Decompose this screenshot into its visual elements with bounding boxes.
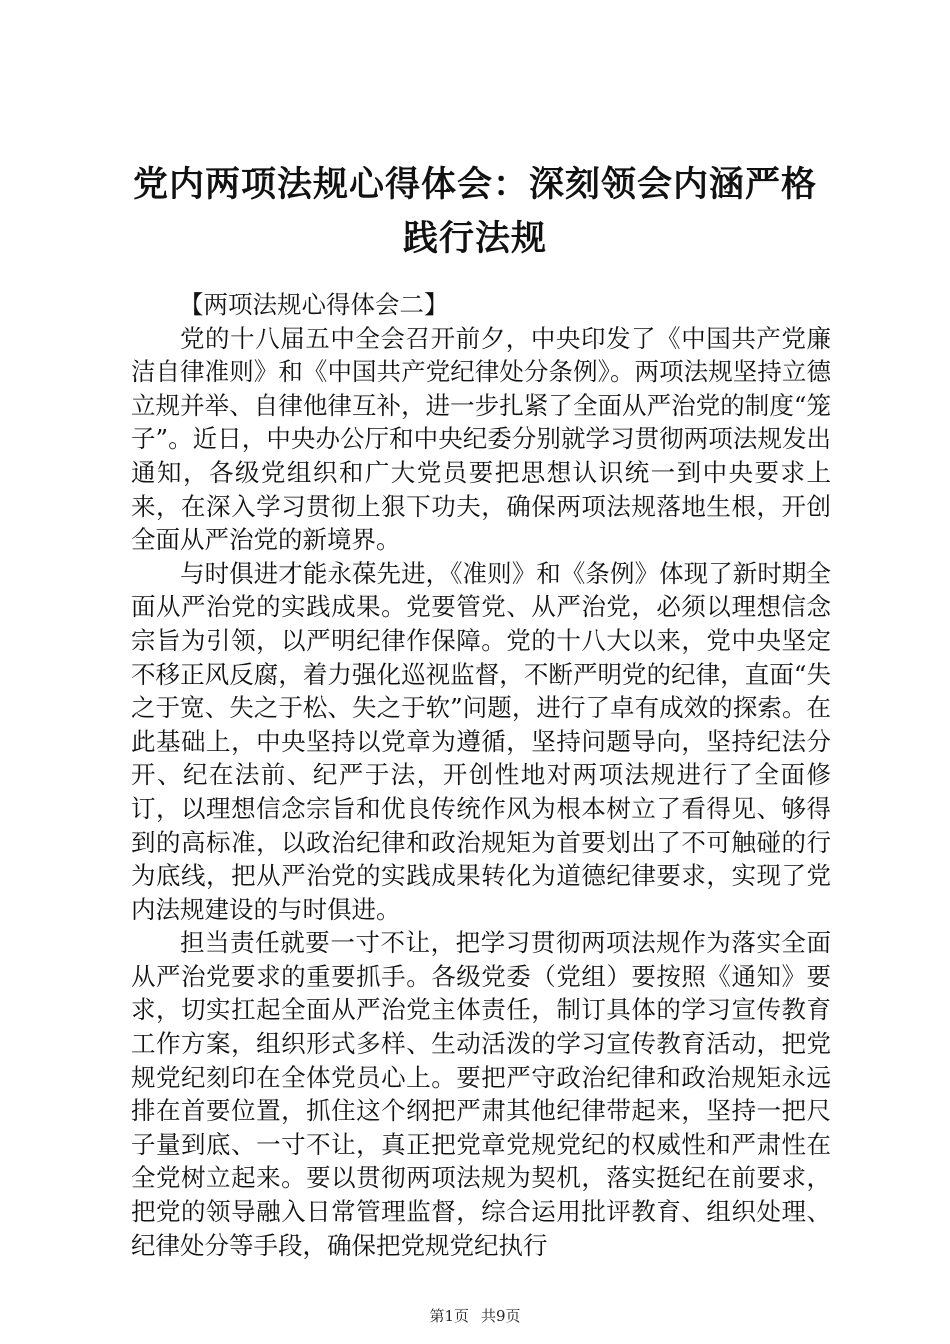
document-subtitle: 【两项法规心得体会二】 (179, 290, 449, 319)
paragraph-2: 与时俱进才能永葆先进，《准则》和《条例》体现了新时期全面从严治党的实践成果。党要管党、从严治党，必须以理想信念宗旨为引领，以严明纪律作保障。党的十八大以来，党中央坚定不移正风反腐，着力强化巡视监督，不断严明党的纪律，直面“失之于宽、失之于松、失之于软”问题，进行了卓有成效的探索。在此基础上，中央坚持以党章为遵循，坚持问题导向，坚持纪法分开、纪在法前、纪严于法，开创性地对两项法规进行了全面修订，以理想信念宗旨和优良传统作风为根本树立了看得见、够得到的高标准，以政治纪律和政治规矩为首要划出了不可触碰的行为底线，把从严治党的实践成果转化为道德纪律要求，实现了党内法规建设的与时俱进。 (131, 558, 831, 924)
paragraph-3: 担当责任就要一寸不让，把学习贯彻两项法规作为落实全面从严治党要求的重要抓手。各级党委（党组）要按照《通知》要求，切实扛起全面从严治党主体责任，制订具体的学习宣传教育工作方案，组织形式多样、生动活泼的学习宣传教育活动，把党规党纪刻印在全体党员心上。要把严守政治纪律和政治规矩永远排在首要位置，抓住这个纲把严肃其他纪律带起来，坚持一把尺子量到底、一寸不让，真正把党章党规党纪的权威性和严肃性在全党树立起来。要以贯彻两项法规为契机，落实挺纪在前要求，把党的领导融入日常管理监督，综合运用批评教育、组织处理、纪律处分等手段，确保把党规党纪执行 (131, 928, 831, 1260)
page-footer (0, 1306, 950, 1326)
page-number-total: 共9页 (481, 1307, 521, 1325)
document-title: 党内两项法规心得体会：深刻领会内涵严格践行法规 (132, 164, 817, 259)
document-body (131, 288, 831, 1262)
paragraph-1: 党的十八届五中全会召开前夕，中央印发了《中国共产党廉洁自律准则》和《中国共产党纪律处分条例》。两项法规坚持立德立规并举、自律他律互补，进一步扎紧了全面从严治党的制度“笼子”。近日，中央办公厅和中央纪委分别就学习贯彻两项法规发出通知，各级党组织和广大党员要把思想认识统一到中央要求上来，在深入学习贯彻上狠下功夫，确保两项法规落地生根，开创全面从严治党的新境界。 (131, 323, 831, 555)
page-number-current: 第1页 (429, 1307, 469, 1325)
